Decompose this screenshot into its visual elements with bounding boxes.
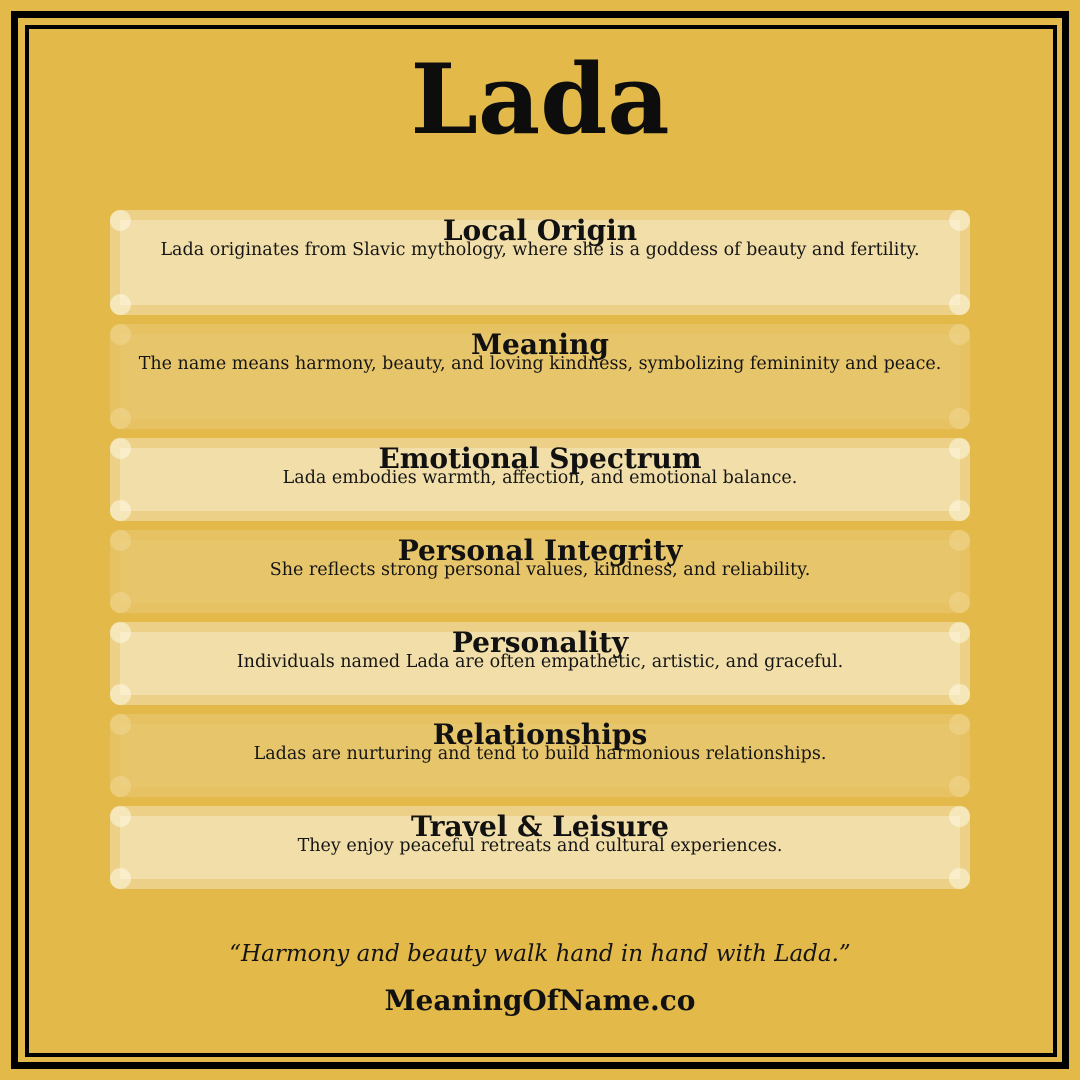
section-card-travel-leisure — [110, 806, 970, 889]
section-heading: Personality — [451, 626, 629, 659]
section-heading: Travel & Leisure — [410, 810, 669, 843]
section-heading: Emotional Spectrum — [378, 442, 702, 475]
section-card-local-origin — [110, 210, 970, 315]
section-card-relationships — [110, 714, 970, 797]
corner-dot — [949, 868, 970, 889]
corner-dot — [110, 776, 131, 797]
corner-dot — [949, 776, 970, 797]
section-text: The name means harmony, beauty, and loving kindness, symbolizing femininity and peace. — [138, 354, 942, 374]
corner-dot — [110, 592, 131, 613]
section-text: Lada originates from Slavic mythology, where she is a goddess of beauty and fertility. — [160, 240, 920, 260]
corner-dot — [949, 684, 970, 705]
corner-dot — [949, 408, 970, 429]
corner-dot — [110, 408, 131, 429]
section-heading: Relationships — [432, 718, 648, 751]
section-text: Lada embodies warmth, affection, and emotional balance. — [282, 468, 798, 488]
brand-name: MeaningOfName.co — [384, 984, 696, 1017]
corner-dot — [110, 868, 131, 889]
corner-dot — [110, 294, 131, 315]
quote: “Harmony and beauty walk hand in hand with Lada.” — [229, 941, 851, 967]
section-text: They enjoy peaceful retreats and cultural experiences. — [297, 836, 783, 856]
corner-dot — [110, 684, 131, 705]
page-title: Lada — [410, 43, 670, 156]
section-heading: Local Origin — [442, 214, 638, 247]
section-card-meaning — [110, 324, 970, 429]
corner-dot — [949, 500, 970, 521]
section-card-personality — [110, 622, 970, 705]
section-card-emotional-spectrum — [110, 438, 970, 521]
section-card-personal-integrity — [110, 530, 970, 613]
section-text: She reflects strong personal values, kindness, and reliability. — [269, 560, 811, 580]
corner-dot — [110, 500, 131, 521]
section-text: Ladas are nurturing and tend to build harmonious relationships. — [253, 744, 827, 764]
corner-dot — [949, 592, 970, 613]
section-heading: Personal Integrity — [397, 534, 683, 567]
section-text: Individuals named Lada are often empathetic, artistic, and graceful. — [236, 652, 844, 672]
corner-dot — [949, 294, 970, 315]
section-heading: Meaning — [471, 328, 609, 361]
